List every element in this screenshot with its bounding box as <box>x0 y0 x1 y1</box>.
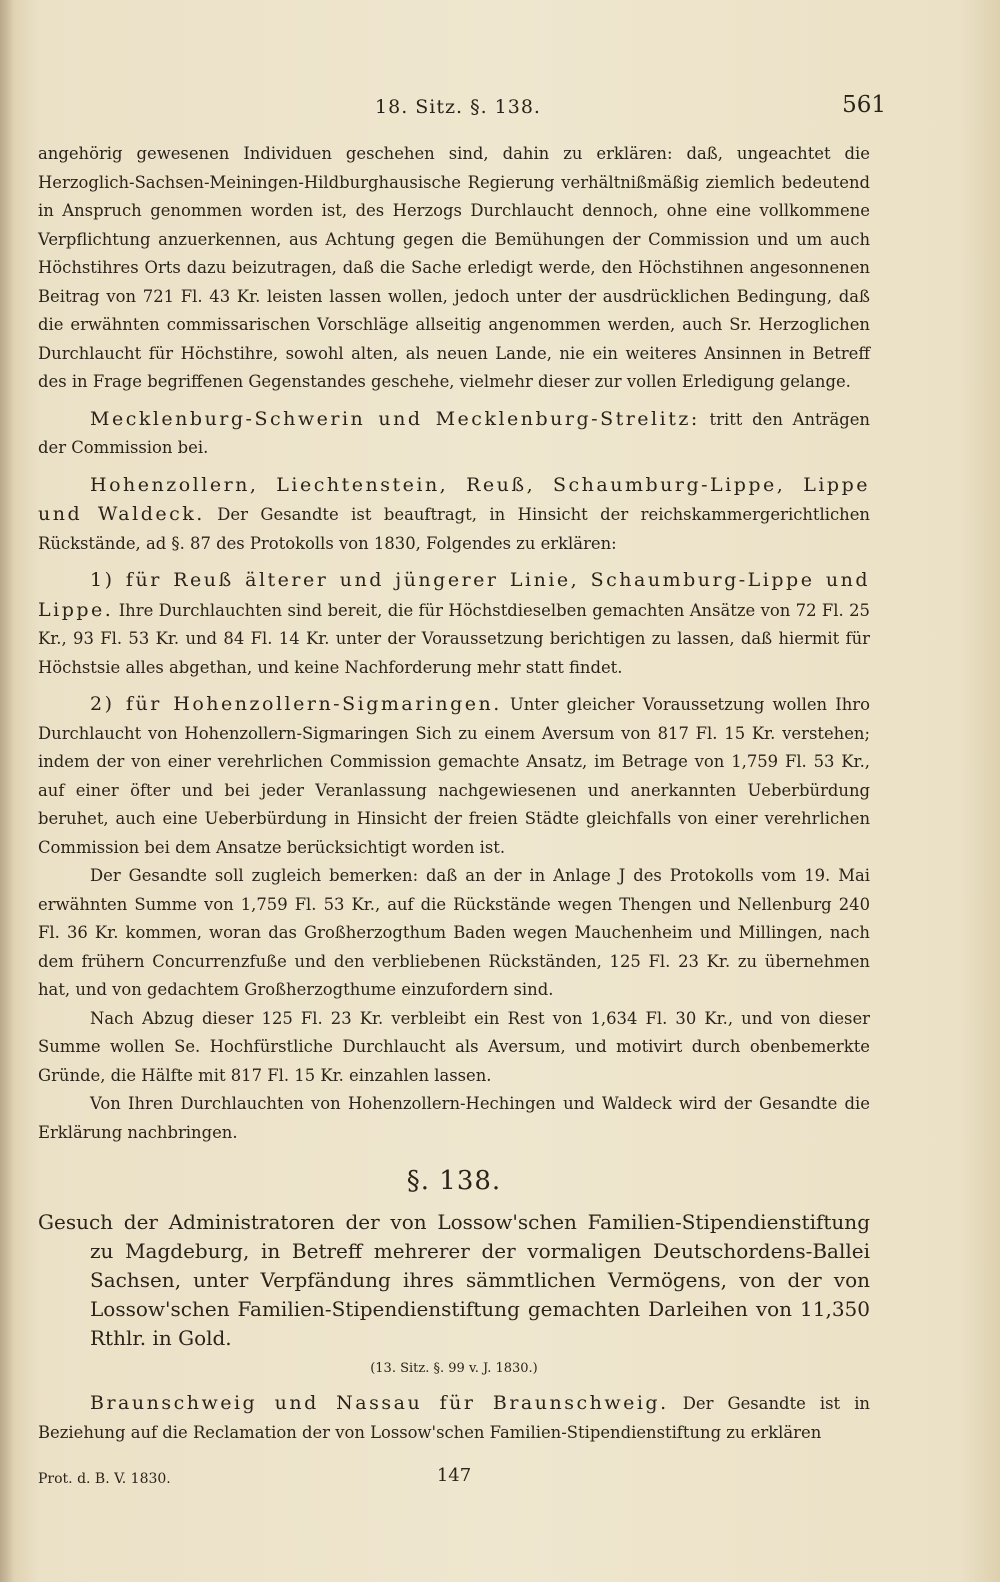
paragraph-braunschweig <box>38 1389 870 1447</box>
paragraph-abzug: Nach Abzug dieser 125 Fl. 23 Kr. verbleibt ein Rest von 1,634 Fl. 30 Kr., und von dieser Summe wollen Se. Hochfürstliche Durchlaucht als Aversum, und motivirt durch obenbemerkte Gründe, die Hälfte mit 817 Fl. 15 Kr. einzahlen lassen. <box>38 1008 870 1085</box>
paragraph-sigmaringen <box>38 690 870 862</box>
page-header <box>38 92 886 118</box>
signature-mark: Prot. d. B. V. 1830. <box>38 1471 171 1487</box>
state-heading: Braunschweig und Nassau für Braunschweig. <box>90 1392 669 1414</box>
section-heading: Gesuch der Administratoren der von Lossow'schen Familien-Stipendienstiftung zu Magdeburg, in Betreff mehrerer der vormaligen Deutschordens-Ballei Sachsen, unter Verpfändung ihres sämmtlichen Vermögens, von der von Lossow'schen Familien-Stipendienstiftung gemachten Darleihen von 11,350 Rthlr. in Gold. <box>38 1209 870 1350</box>
state-heading: Mecklenburg-Schwerin und Mecklenburg-Strelitz: <box>90 407 700 430</box>
section-title: §. 138. <box>406 1166 502 1196</box>
paragraph-text: Der Gesandte ist beauftragt, in Hinsicht der reichskammergerichtlichen Rückstände, ad §. 87 des Protokolls von 1830, Folgendes zu erklären: <box>38 505 870 553</box>
page-number: 561 <box>842 92 886 118</box>
sheet-number: 147 <box>436 1465 472 1486</box>
paragraph-hechingen: Von Ihren Durchlauchten von Hohenzollern-Hechingen und Waldeck wird der Gesandte die Erklärung nachbringen. <box>38 1094 870 1142</box>
paragraph-text: Unter gleicher Voraussetzung wollen Ihro Durchlaucht von Hohenzollern-Sigmaringen Sich zu einem Aversum von 817 Fl. 15 Kr. verstehen; indem der von einer verehrlichen Commission gemachte Ansatz, im Betrage von 1,759 Fl. 53 Kr., auf einer öfter und bei jeder Veranlassung nachgewiesenen und anerkannten Ueberbürdung beruhet, auch eine Ueberbürdung in Hinsicht der freien Städte gleichfalls von einer verehrlichen Commission bei dem Ansatze berücksichtigt worden ist. <box>38 695 870 857</box>
paragraph-text: Der Gesandte ist in Beziehung auf die Reclamation der von Lossow'schen Familien-Stipendienstiftung zu erklären <box>38 1394 870 1442</box>
running-title: 18. Sitz. §. 138. <box>375 96 541 118</box>
paragraph-mecklenburg <box>38 405 870 463</box>
state-heading: Hohenzollern, Liechtenstein, Reuß, Schaumburg-Lippe, Lippe und Waldeck. <box>38 473 870 525</box>
paragraph-hohenzollern-group <box>38 471 870 559</box>
section-reference: (13. Sitz. §. 99 v. J. 1830.) <box>370 1360 538 1376</box>
paragraph-text: tritt den Anträgen der Commission bei. <box>38 409 870 457</box>
paragraph-continuation: angehörig gewesenen Individuen geschehen sind, dahin zu erklären: daß, ungeachtet die Herzoglich-Sachsen-Meiningen-Hildburghausische Regierung verhältnißmäßig ziemlich bedeutend in Anspruch genommen worden ist, des Herzogs Durchlaucht dennoch, ohne eine vollkommene Verpflichtung anzuerkennen, aus Achtung gegen die Bemühungen der Commission und um auch Höchstihres Orts dazu beizutragen, daß die Sache erledigt werde, den Höchstihnen angesonnenen Beitrag von 721 Fl. 43 Kr. leisten lassen wollen, jedoch unter der ausdrücklichen Bedingung, daß die erwähnten commissarischen Vorschläge allseitig angenommen werden, auch Sr. Herzoglichen Durchlaucht für Höchstihre, sowohl alten, als neuen Lande, nie ein weiteres Ansinnen in Betreff des in Frage begriffenen Gegenstandes geschehe, vielmehr dieser zur vollen Erledigung gelange. <box>38 144 870 391</box>
paragraph-reuss <box>38 566 870 682</box>
page-body <box>38 140 870 1447</box>
paragraph-text: Ihre Durchlauchten sind bereit, die für Höchstdieselben gemachten Ansätze von 72 Fl. 25 Kr., 93 Fl. 53 Kr. und 84 Fl. 14 Kr. unter der Voraussetzung berichtigen zu lassen, daß hiermit für Höchstsie alles abgethan, und keine Nachforderung mehr statt findet. <box>38 600 870 677</box>
state-heading: 1) für Reuß älterer und jüngerer Linie, Schaumburg-Lippe und Lippe. <box>38 569 870 621</box>
paragraph-gesandte-remark: Der Gesandte soll zugleich bemerken: daß an der in Anlage J des Protokolls vom 19. Mai erwähnten Summe von 1,759 Fl. 53 Kr., auf die Rückstände wegen Thengen und Nellenburg 240 Fl. 36 Kr. kommen, woran das Großherzogthum Baden wegen Mauchenheim und Millingen, nach dem frühern Concurrenzfuße und den verbliebenen Rückständen, 125 Fl. 23 Kr. zu übernehmen hat, und von gedachtem Großherzogthume einzufordern sind. <box>38 866 870 999</box>
state-heading: 2) für Hohenzollern-Sigmaringen. <box>90 693 502 715</box>
